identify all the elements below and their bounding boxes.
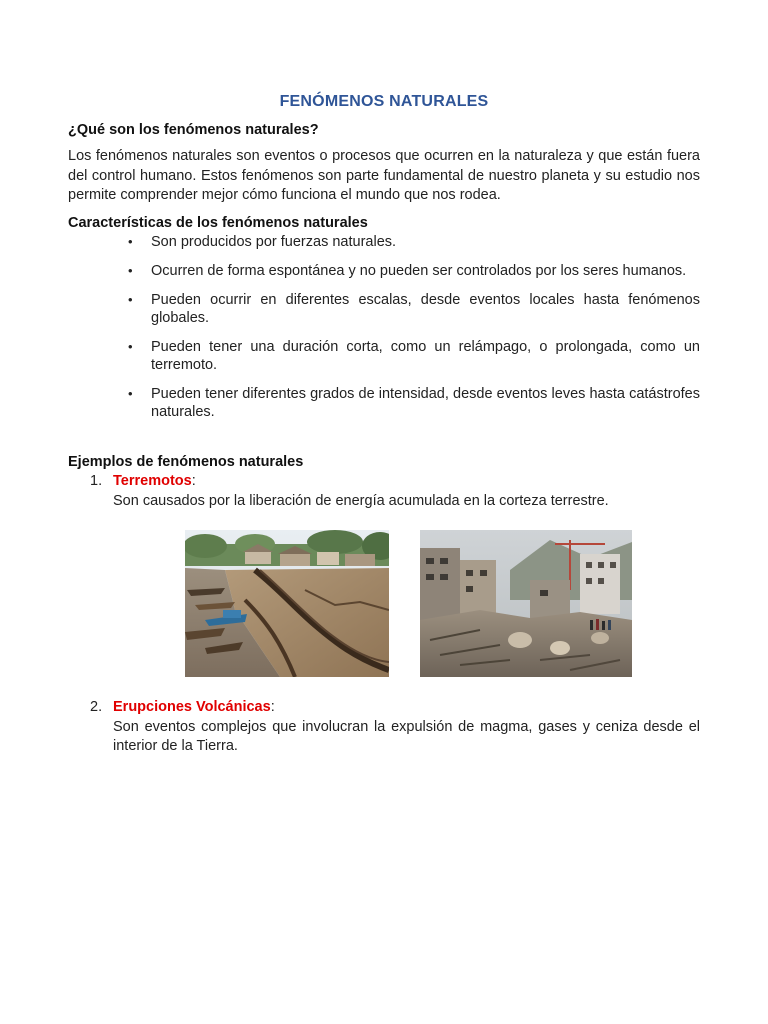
list-item: • Ocurren de forma espontánea y no pueden ser controlados por los seres humanos. (68, 262, 700, 280)
list-item: • Son producidos por fuerzas naturales. (68, 233, 700, 251)
example-colon: : (270, 699, 275, 715)
list-item: • Pueden tener diferentes grados de intensidad, desde eventos leves hasta catástrofes naturales. (68, 385, 700, 421)
earthquake-riverbank-photo (185, 530, 389, 677)
examples-heading: Ejemplos de fenómenos naturales (68, 454, 304, 470)
example-description: Son causados por la liberación de energía acumulada en la corteza terrestre. (113, 492, 609, 509)
characteristics-list (68, 233, 700, 432)
example-name: Terremotos (113, 473, 192, 489)
list-item: • Pueden ocurrir en diferentes escalas, desde eventos locales hasta fenómenos globales. (68, 291, 700, 327)
example-number: 1. (90, 473, 103, 489)
list-item: • Pueden tener una duración corta, como un relámpago, o prolongada, como un terremoto. (68, 338, 700, 374)
example-item-volcanic-eruptions (68, 698, 700, 757)
example-item-earthquakes (68, 472, 700, 511)
question-heading: ¿Qué son los fenómenos naturales? (68, 122, 319, 138)
earthquake-city-debris-photo (420, 530, 632, 677)
example-description: Son eventos complejos que involucran la expulsión de magma, gases y ceniza desde el interior de la Tierra. (113, 718, 700, 754)
example-colon: : (191, 473, 196, 489)
characteristics-heading: Características de los fenómenos naturales (68, 215, 368, 231)
page-title: FENÓMENOS NATURALES (279, 93, 489, 110)
example-name: Erupciones Volcánicas (113, 699, 271, 715)
example-number: 2. (90, 699, 103, 715)
intro-paragraph: Los fenómenos naturales son eventos o procesos que ocurren en la naturaleza y que están fuera del control humano. Estos fenómenos son parte fundamental de nuestro planeta y su estudio nos permite comprender mejor cómo funciona el mundo que nos rodea. (68, 148, 700, 203)
